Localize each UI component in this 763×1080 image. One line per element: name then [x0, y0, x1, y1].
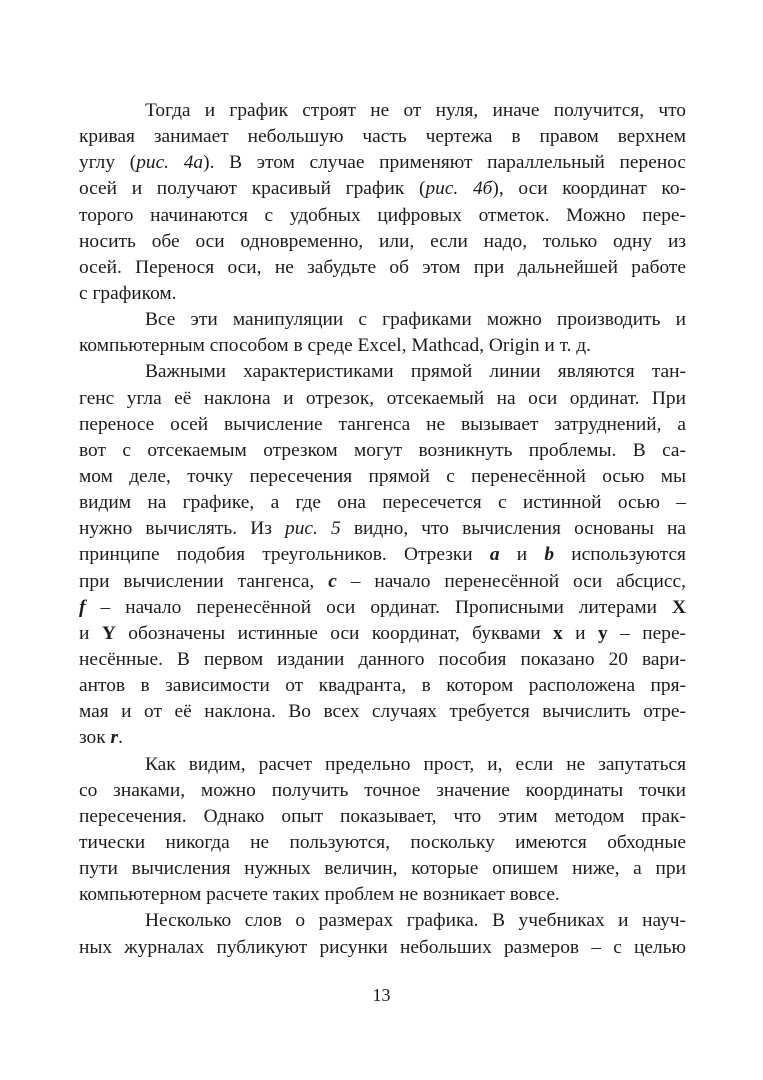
text-segment: f — [79, 596, 86, 618]
text-line — [79, 621, 686, 647]
text-segment: a — [489, 544, 500, 566]
text-segment: ). В этом случае применяют параллельный перенос — [203, 152, 686, 174]
text-segment: со знаками, можно получить точное значение координаты точки — [79, 779, 686, 801]
text-line — [79, 176, 686, 202]
paragraph — [79, 307, 686, 359]
text-segment: носить обе оси одновременно, или, если надо, только одну из — [79, 230, 686, 252]
text-line — [79, 203, 686, 229]
text-segment: торого начинаются с удобных цифровых отметок. Можно пере- — [79, 204, 686, 226]
text-segment: и — [79, 622, 102, 644]
paragraph — [79, 752, 686, 909]
text-segment: и — [562, 622, 598, 644]
text-line — [79, 386, 686, 412]
text-segment: – начало перенесённой оси абсцисс, — [336, 570, 686, 592]
text-line — [79, 516, 686, 542]
text-segment: Y — [101, 622, 116, 644]
text-segment: мая и от её наклона. Во всех случаях требуется вычислить отре- — [79, 701, 686, 723]
text-segment: пути вычисления нужных величин, которые опишем ниже, а при — [79, 858, 686, 880]
text-segment: рис. 4б — [425, 178, 493, 200]
text-line — [79, 98, 686, 124]
text-segment: генс угла её наклона и отрезок, отсекаемый на оси ординат. При — [79, 387, 686, 409]
text-line — [79, 150, 686, 176]
text-segment: компьютерным способом в среде Excel, Mathcad, Origin и т. д. — [79, 335, 592, 357]
text-segment: видно, что вычисления основаны на — [340, 518, 687, 540]
text-line — [79, 490, 686, 516]
text-line — [79, 124, 686, 150]
text-line — [79, 908, 686, 934]
text-segment: используются — [554, 544, 686, 566]
text-segment: пересечения. Однако опыт показывает, что этим методом прак- — [79, 805, 686, 827]
text-segment: осей. Перенося оси, не забудьте об этом при дальнейшей работе — [79, 256, 686, 278]
text-segment: мом деле, точку пересечения прямой с перенесённой осью мы — [79, 465, 686, 487]
text-segment: кривая занимает небольшую часть чертежа в правом верхнем — [79, 126, 686, 148]
text-line — [79, 229, 686, 255]
text-line — [79, 333, 686, 359]
text-segment: рис. 4а — [136, 152, 204, 174]
text-line — [79, 752, 686, 778]
text-line — [79, 830, 686, 856]
text-segment: компьютерном расчете таких проблем не возникает вовсе. — [79, 884, 560, 906]
text-segment: тически никогда не пользуются, поскольку имеются обходные — [79, 831, 686, 853]
text-segment: зок — [79, 727, 111, 749]
text-segment: – пере- — [607, 622, 687, 644]
text-line — [79, 412, 686, 438]
text-segment: нужно вычислять. Из — [79, 518, 286, 540]
text-line — [79, 595, 686, 621]
text-segment: Как видим, расчет предельно прост, и, если не запутаться — [145, 753, 686, 775]
text-segment: принципе подобия треугольников. Отрезки — [79, 544, 490, 566]
page-number: 13 — [372, 985, 391, 1005]
text-segment: Важными характеристиками прямой линии являются тан- — [145, 361, 686, 383]
text-segment: несённые. В первом издании данного пособия показано 20 вари- — [79, 648, 686, 670]
text-segment: вот с отсекаемым отрезком могут возникнуть проблемы. В са- — [79, 439, 686, 461]
text-line — [79, 438, 686, 464]
text-segment: при вычислении тангенса, — [79, 570, 329, 592]
text-line — [79, 935, 686, 961]
text-segment: переносе осей вычисление тангенса не вызывает затруднений, а — [79, 413, 686, 435]
text-segment: – начало перенесённой оси ординат. Прописными литерами — [85, 596, 672, 618]
text-line — [79, 569, 686, 595]
paragraph — [79, 359, 686, 751]
text-segment: ных журналах публикуют рисунки небольших размеров – с целью — [79, 936, 686, 958]
text-line — [79, 647, 686, 673]
text-line — [79, 255, 686, 281]
text-line — [79, 464, 686, 490]
text-line — [79, 882, 686, 908]
text-segment: x — [553, 622, 563, 644]
paragraph — [79, 908, 686, 960]
text-segment: Все эти манипуляции с графиками можно производить и — [145, 309, 686, 331]
text-line — [79, 359, 686, 385]
text-line — [79, 281, 686, 307]
text-segment: видим на графике, а где она пересечется с истинной осью – — [79, 492, 686, 514]
text-segment: рис. 5 — [285, 518, 341, 540]
text-segment: Несколько слов о размерах графика. В учебниках и науч- — [145, 910, 686, 932]
text-segment: y — [597, 622, 608, 644]
text-segment: обозначены истинные оси координат, буквами — [115, 622, 554, 644]
text-segment: Тогда и график строят не от нуля, иначе получится, что — [145, 100, 686, 121]
text-line — [79, 725, 686, 751]
text-segment: . — [118, 727, 123, 749]
text-line — [79, 307, 686, 333]
text-line — [79, 673, 686, 699]
text-segment: c — [328, 570, 337, 592]
text-line — [79, 542, 686, 568]
text-segment: ), оси координат ко- — [492, 178, 687, 200]
text-line — [79, 778, 686, 804]
text-segment: с графиком. — [79, 282, 177, 304]
body-text — [79, 98, 686, 961]
text-segment: X — [671, 596, 686, 618]
text-line — [79, 699, 686, 725]
text-segment: осей и получают красивый график ( — [79, 178, 426, 200]
text-segment: r — [110, 727, 119, 749]
text-segment: b — [544, 544, 555, 566]
text-segment: углу ( — [79, 152, 137, 174]
text-segment: и — [499, 544, 545, 566]
text-line — [79, 856, 686, 882]
paragraph — [79, 98, 686, 307]
text-line — [79, 804, 686, 830]
text-segment: антов в зависимости от квадранта, в котором расположена пря- — [79, 675, 686, 697]
